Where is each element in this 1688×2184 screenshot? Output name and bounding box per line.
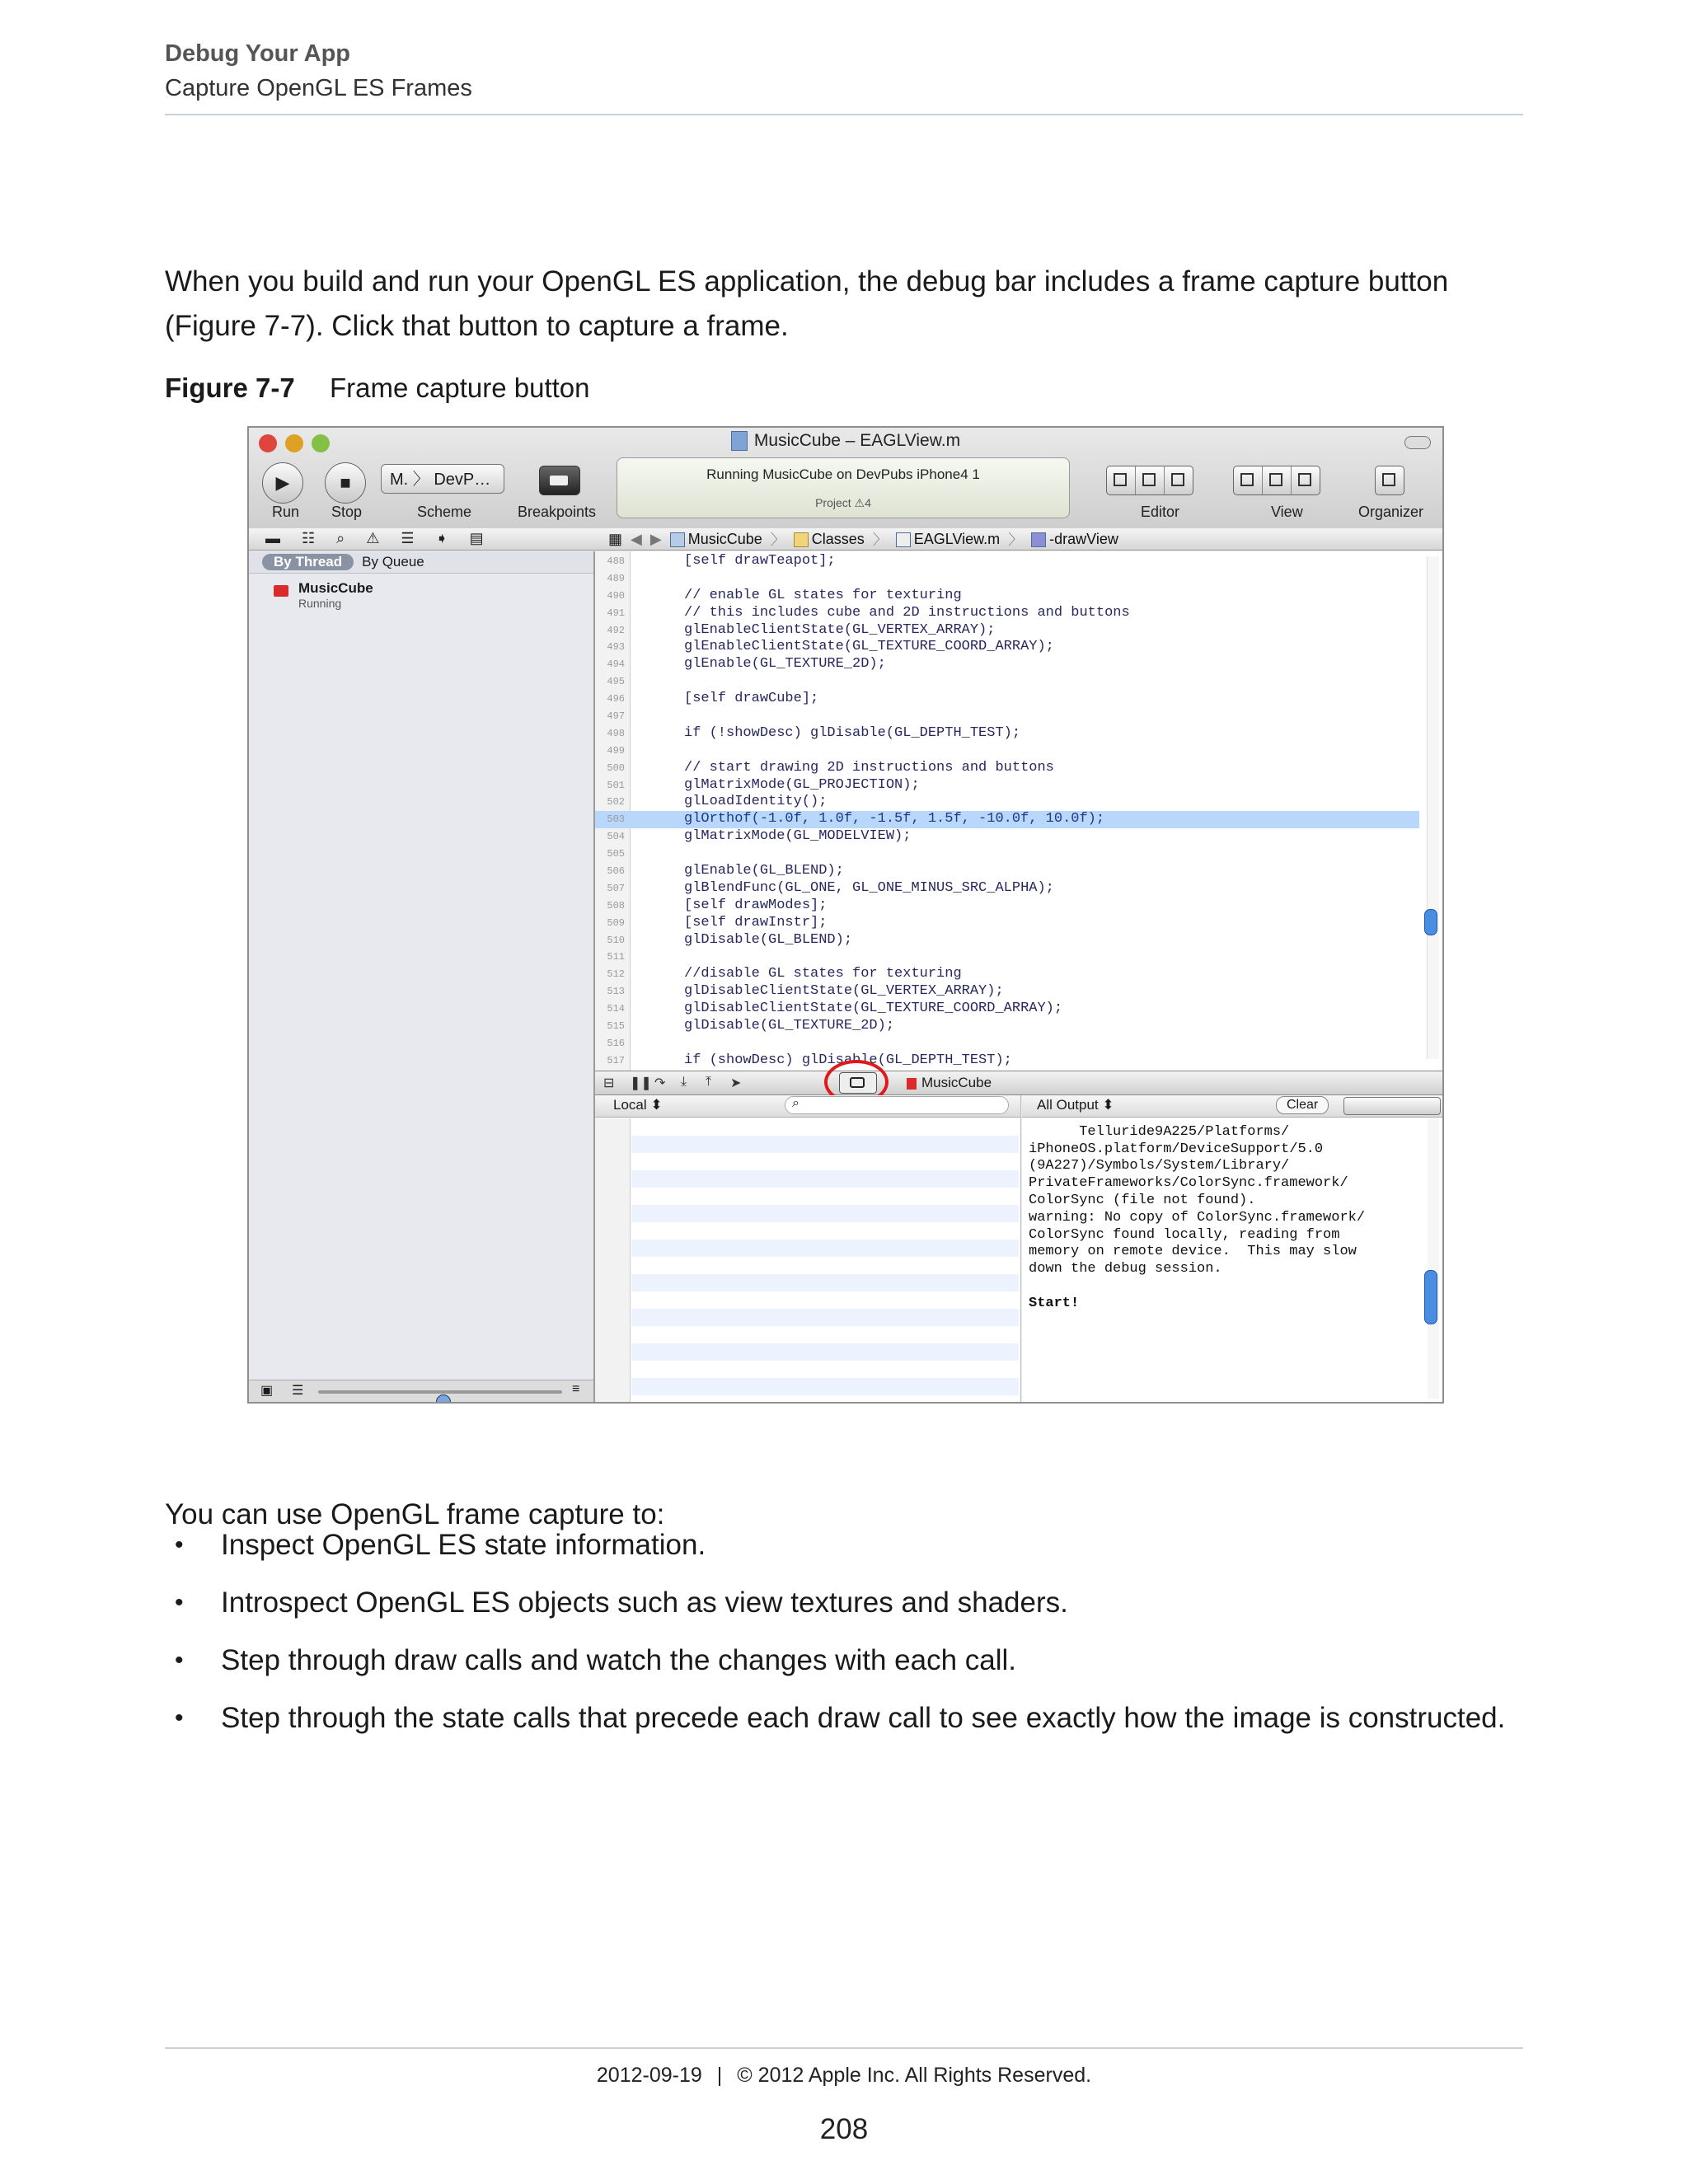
- code-text: glEnableClientState(GL_TEXTURE_COORD_ARRAY);: [684, 639, 1054, 655]
- header-rule: [165, 114, 1523, 115]
- tab-by-queue[interactable]: By Queue: [362, 554, 424, 569]
- console-view: [1022, 1095, 1442, 1402]
- code-line[interactable]: [595, 708, 1419, 725]
- tab-by-thread[interactable]: By Thread: [262, 554, 354, 570]
- line-number: 508: [607, 899, 625, 912]
- capture-uses-lead: You can use OpenGL frame capture to:: [165, 1498, 665, 1530]
- breadcrumb-group[interactable]: Classes: [794, 531, 865, 548]
- line-number: 501: [607, 779, 625, 791]
- code-line[interactable]: [595, 588, 1419, 605]
- console-output: [1029, 1107, 1416, 1347]
- pause-icon[interactable]: ❚❚: [630, 1076, 652, 1090]
- list-item: • Step through draw calls and watch the changes with each call.: [165, 1640, 1525, 1698]
- list-item: • Step through the state calls that precede each draw call to see exactly how the image is constructed.: [165, 1698, 1525, 1755]
- page-header: [165, 36, 1523, 105]
- detail-icon: ≡: [572, 1382, 580, 1396]
- intro-paragraph: When you build and run your OpenGL ES application, the debug bar includes a frame capture button (Figure 7-7). Click that button to capture a frame.: [165, 265, 1449, 342]
- line-number: 497: [607, 710, 625, 723]
- view-label: View: [1271, 504, 1303, 520]
- slider-knob[interactable]: [436, 1394, 451, 1404]
- line-number: 489: [607, 572, 625, 584]
- search-icon: ⌕: [792, 1096, 799, 1110]
- warning-icon[interactable]: ⚠: [366, 530, 380, 546]
- editor-scrollbar[interactable]: [1427, 556, 1439, 1059]
- related-files-icon[interactable]: ▦: [608, 530, 623, 547]
- code-text: //disable GL states for texturing: [684, 966, 962, 982]
- navigator-selector[interactable]: [265, 530, 484, 547]
- code-text: glDisable(GL_BLEND);: [684, 931, 853, 948]
- code-text: // enable GL states for texturing: [684, 587, 962, 603]
- editor-label: Editor: [1141, 504, 1180, 520]
- footer-date: 2012-09-19: [596, 2064, 702, 2087]
- code-text: glLoadIdentity();: [684, 794, 828, 810]
- stop-label: Stop: [331, 504, 363, 520]
- line-number: 494: [607, 658, 625, 671]
- code-line[interactable]: [595, 794, 1419, 811]
- run-label: Run: [272, 504, 300, 520]
- line-number: 513: [607, 986, 625, 998]
- line-number: 493: [607, 641, 625, 654]
- capture-uses-list: [165, 1525, 1525, 1755]
- line-number: 517: [607, 1054, 625, 1066]
- figure-number: Figure 7-7: [165, 373, 295, 403]
- code-line[interactable]: [595, 863, 1419, 880]
- code-line[interactable]: [595, 1035, 1419, 1052]
- location-icon[interactable]: ➤: [730, 1076, 742, 1090]
- code-text: if (showDesc) glDisable(GL_DEPTH_TEST);: [684, 1052, 1012, 1068]
- step-into-icon[interactable]: ⤓: [681, 1075, 687, 1089]
- code-text: [self drawTeapot];: [684, 553, 836, 569]
- stop-button[interactable]: [325, 462, 366, 504]
- run-button[interactable]: [262, 462, 303, 504]
- line-number: 506: [607, 865, 625, 878]
- jump-bar: [249, 528, 1442, 551]
- line-number: 514: [607, 1003, 625, 1015]
- footer-rule: [165, 2047, 1523, 2049]
- log-icon[interactable]: ▤: [469, 530, 484, 546]
- debug-process: MusicCube: [907, 1075, 992, 1091]
- scheme-popup[interactable]: M. 〉 DevP…: [381, 464, 504, 494]
- section-title: Capture OpenGL ES Frames: [165, 75, 472, 101]
- code-line[interactable]: [595, 656, 1419, 673]
- code-line[interactable]: [595, 828, 1419, 846]
- process-item[interactable]: [249, 574, 593, 610]
- list-item: • Introspect OpenGL ES objects such as view textures and shaders.: [165, 1582, 1525, 1640]
- code-text: glEnableClientState(GL_VERTEX_ARRAY);: [684, 621, 996, 638]
- figure-caption: [165, 373, 590, 404]
- activity-viewer: [617, 457, 1070, 518]
- line-number: 510: [607, 934, 625, 946]
- document-icon: [731, 431, 748, 451]
- breadcrumb-file[interactable]: EAGLView.m: [896, 531, 1000, 548]
- line-number: 505: [607, 848, 625, 860]
- line-number: 515: [607, 1020, 625, 1033]
- navigator-tabs: [249, 551, 593, 574]
- variables-search-input[interactable]: [785, 1096, 1009, 1114]
- code-line[interactable]: [595, 949, 1419, 966]
- code-text: glDisableClientState(GL_TEXTURE_COORD_ARRAY);: [684, 1001, 1063, 1017]
- editor-mode-control[interactable]: [1106, 466, 1193, 495]
- editor-scroll-thumb[interactable]: [1424, 909, 1437, 935]
- organizer-button[interactable]: [1375, 466, 1404, 495]
- variables-scope-popup[interactable]: Local ⬍: [613, 1097, 663, 1113]
- debug-bar: [595, 1071, 1442, 1095]
- code-text: glDisable(GL_TEXTURE_2D);: [684, 1018, 895, 1034]
- page-number: 208: [819, 2113, 869, 2145]
- footer-copyright: © 2012 Apple Inc. All Rights Reserved.: [737, 2064, 1092, 2087]
- variables-gutter: [595, 1118, 631, 1402]
- clear-console-button[interactable]: Clear: [1276, 1096, 1329, 1114]
- code-line[interactable]: [595, 743, 1419, 760]
- code-line[interactable]: [595, 673, 1419, 691]
- code-lines: [595, 553, 1419, 1070]
- breakpoints-label: Breakpoints: [518, 504, 597, 520]
- process-name: MusicCube: [298, 580, 373, 596]
- stack-icon[interactable]: ☰: [292, 1384, 304, 1398]
- step-out-icon[interactable]: ⤒: [706, 1075, 712, 1089]
- chapter-title: Debug Your App: [165, 40, 351, 67]
- variables-view: [595, 1095, 1021, 1402]
- code-line[interactable]: [595, 846, 1419, 863]
- code-line[interactable]: [595, 932, 1419, 949]
- code-line[interactable]: [595, 1018, 1419, 1035]
- play-icon: ▶: [275, 472, 290, 493]
- console-scroll-thumb[interactable]: [1424, 1270, 1437, 1324]
- code-line[interactable]: [595, 880, 1419, 898]
- code-line[interactable]: [595, 898, 1419, 915]
- line-number: 502: [607, 796, 625, 808]
- process-icon: [274, 585, 288, 597]
- activity-status: Running MusicCube on DevPubs iPhone4 1: [706, 466, 980, 482]
- hide-debug-area-icon[interactable]: ⊟: [603, 1076, 615, 1090]
- line-number: 509: [607, 916, 625, 929]
- figure-title: Frame capture button: [330, 373, 590, 403]
- code-text: glMatrixMode(GL_PROJECTION);: [684, 776, 920, 793]
- code-text: glEnable(GL_TEXTURE_2D);: [684, 656, 886, 673]
- stop-icon: ■: [340, 472, 351, 493]
- line-number: 498: [607, 727, 625, 739]
- list-item: • Inspect OpenGL ES state information.: [165, 1525, 1525, 1582]
- line-number: 503: [607, 813, 625, 826]
- line-number: 511: [607, 951, 625, 963]
- code-line[interactable]: [595, 639, 1419, 656]
- window-title: MusicCube – EAGLView.m: [249, 431, 1442, 451]
- thread-detail-slider[interactable]: [318, 1390, 562, 1394]
- console-last-line: Start!: [1029, 1295, 1080, 1311]
- xcode-window-screenshot: [247, 426, 1444, 1404]
- line-number: 488: [607, 555, 625, 567]
- back-arrow-icon[interactable]: ◀: [631, 530, 642, 547]
- line-number: 495: [607, 676, 625, 688]
- source-editor[interactable]: [595, 551, 1442, 1071]
- console-log-text: Telluride9A225/Platforms/ iPhoneOS.platform/DeviceSupport/5.0 (9A227)/Symbols/System/Library/ PrivateFrameworks/ColorSync.framework/ ColorSync (file not found). warning: No copy of ColorSync.framework/ ColorSync found locally, reading from memory on remote device. This may slow down the debug session.: [1029, 1123, 1366, 1277]
- code-text: // this includes cube and 2D instructions and buttons: [684, 604, 1130, 621]
- code-text: glOrthof(-1.0f, 1.0f, -1.5f, 1.5f, -10.0f, 10.0f);: [684, 811, 1105, 827]
- activity-project: Project ⚠4: [815, 496, 871, 509]
- code-text: // start drawing 2D instructions and buttons: [684, 759, 1054, 776]
- code-line[interactable]: [595, 725, 1419, 743]
- code-line[interactable]: [595, 811, 1419, 828]
- code-line[interactable]: [595, 983, 1419, 1001]
- code-text: glMatrixMode(GL_MODELVIEW);: [684, 828, 912, 845]
- code-text: glDisableClientState(GL_VERTEX_ARRAY);: [684, 983, 1004, 1000]
- code-text: [self drawInstr];: [684, 914, 828, 930]
- view-control[interactable]: [1233, 466, 1320, 495]
- line-number: 491: [607, 607, 625, 619]
- code-line[interactable]: [595, 553, 1419, 570]
- hierarchy-icon[interactable]: ☷: [302, 530, 316, 546]
- variables-list[interactable]: [631, 1118, 1019, 1402]
- line-number: 496: [607, 693, 625, 705]
- code-line[interactable]: [595, 1052, 1419, 1070]
- line-number: 516: [607, 1037, 625, 1049]
- code-line[interactable]: [595, 622, 1419, 640]
- organizer-label: Organizer: [1358, 504, 1424, 520]
- navigator-footer: [249, 1380, 593, 1402]
- code-line[interactable]: [595, 915, 1419, 932]
- process-state: Running: [298, 597, 342, 610]
- line-number: 492: [607, 624, 625, 636]
- code-line[interactable]: [595, 691, 1419, 708]
- list-icon[interactable]: ☰: [401, 530, 415, 546]
- variables-bar: [595, 1095, 1020, 1118]
- filter-icon[interactable]: ▣: [260, 1384, 274, 1398]
- footer-separator: |: [716, 2064, 723, 2087]
- code-line[interactable]: [595, 760, 1419, 777]
- page-footer: [0, 2064, 1688, 2088]
- line-number: 504: [607, 831, 625, 843]
- scheme-label: Scheme: [417, 504, 472, 520]
- code-line[interactable]: [595, 966, 1419, 983]
- line-number: 490: [607, 589, 625, 602]
- code-text: [self drawModes];: [684, 897, 828, 913]
- code-text: glEnable(GL_BLEND);: [684, 863, 844, 879]
- code-text: [self drawCube];: [684, 691, 819, 707]
- search-icon[interactable]: ⌕: [336, 530, 345, 546]
- forward-arrow-icon[interactable]: ▶: [649, 530, 662, 547]
- code-line[interactable]: [595, 777, 1419, 794]
- line-number: 512: [607, 968, 625, 981]
- console-scrollbar[interactable]: [1428, 1118, 1439, 1399]
- toolbar-toggle-button[interactable]: [1404, 436, 1431, 449]
- output-filter-popup[interactable]: All Output ⬍: [1037, 1097, 1114, 1113]
- breadcrumb-method[interactable]: -drawView: [1031, 531, 1118, 548]
- folder-icon[interactable]: ▬: [265, 530, 280, 546]
- code-line[interactable]: [595, 605, 1419, 622]
- breadcrumb: ▦ ◀ ▶ MusicCube 〉 Classes 〉 EAGLView.m 〉 -drawView: [608, 530, 1118, 548]
- code-text: glBlendFunc(GL_ONE, GL_ONE_MINUS_SRC_ALPHA);: [684, 879, 1054, 896]
- debug-navigator: [249, 551, 595, 1402]
- breakpoint-icon[interactable]: ➧: [435, 530, 448, 546]
- breakpoints-button[interactable]: [539, 466, 580, 495]
- line-number: 500: [607, 762, 625, 774]
- code-line[interactable]: [595, 1001, 1419, 1018]
- code-line[interactable]: [595, 570, 1419, 588]
- code-text: if (!showDesc) glDisable(GL_DEPTH_TEST);: [684, 724, 1021, 741]
- step-over-icon[interactable]: ↷: [654, 1076, 666, 1090]
- line-number: 499: [607, 744, 625, 757]
- breadcrumb-project[interactable]: MusicCube: [670, 531, 762, 548]
- line-number: 507: [607, 882, 625, 894]
